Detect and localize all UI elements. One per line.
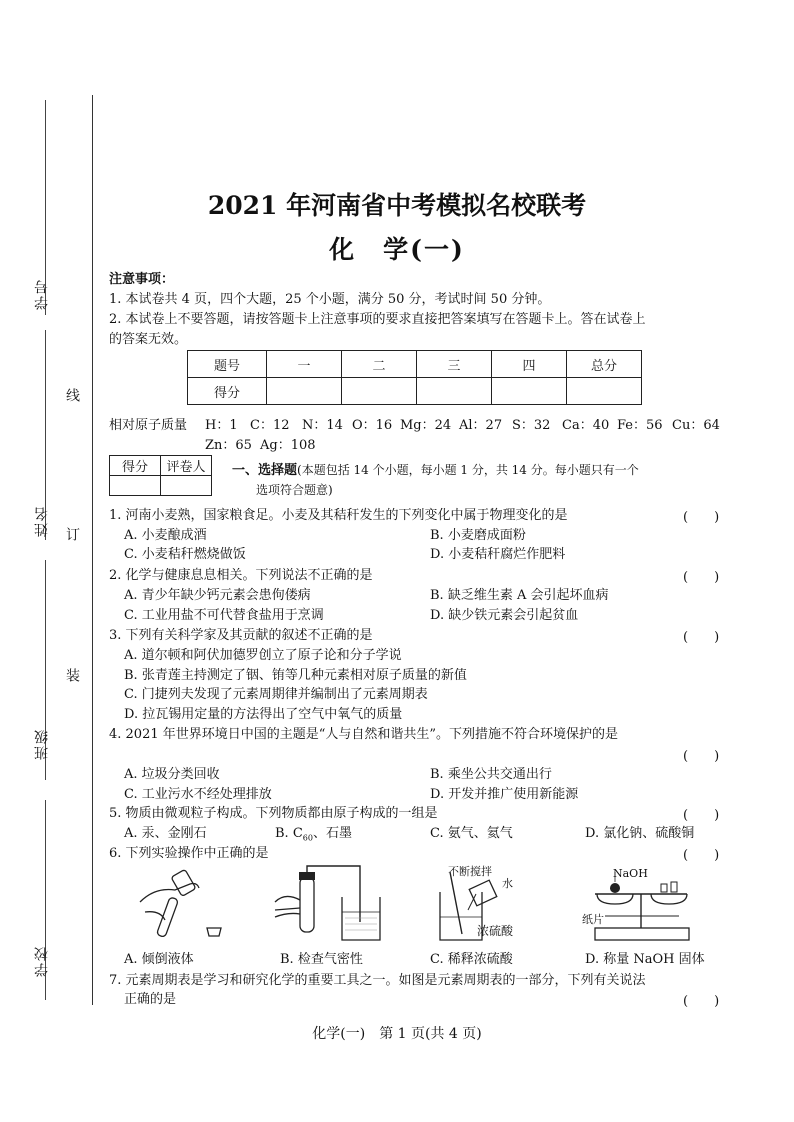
grader-reviewer-label: 评卷人 — [161, 456, 212, 476]
xian-mark: 线 — [64, 388, 80, 402]
score-input-cell[interactable] — [267, 378, 342, 405]
score-table-cell: 四 — [492, 351, 567, 378]
q2-option-a: A. 青少年缺少钙元素会患佝偻病 — [124, 588, 311, 603]
q6-option-b: B. 检查气密性 — [280, 952, 363, 967]
q5-stem: 5. 物质由微观粒子构成。下列物质都由原子构成的一组是 — [109, 806, 438, 821]
q4-option-a: A. 垃圾分类回收 — [124, 767, 220, 782]
section1-desc: (本题包括 14 个小题，每小题 1 分，共 14 分。每小题只有一个 — [297, 463, 639, 477]
score-table-cell: 总分 — [567, 351, 642, 378]
score-input-cell[interactable] — [567, 378, 642, 405]
grader-score-cell[interactable] — [110, 476, 161, 496]
score-table-cell: 三 — [417, 351, 492, 378]
figure-c-label-stir: 不断搅拌 — [448, 865, 492, 878]
q6-option-d: D. 称量 NaOH 固体 — [585, 952, 705, 967]
q5-option-b: B. $C_{60}$、石墨 — [275, 826, 352, 843]
section1-heading-line — [232, 461, 639, 480]
atomic-mass-item: O：16 — [352, 418, 393, 433]
score-table-cell: 一 — [267, 351, 342, 378]
grader-table — [109, 455, 212, 496]
q2-option-b: B. 缺乏维生素 A 会引起坏血病 — [430, 588, 609, 603]
q1-option-c: C. 小麦秸秆燃烧做饭 — [124, 547, 246, 562]
q3-option-b: B. 张青莲主持测定了铟、铕等几种元素相对原子质量的新值 — [124, 668, 467, 683]
atomic-mass-item: Zn：65 — [205, 438, 252, 453]
q3-answer-paren[interactable]: ( ) — [683, 630, 720, 645]
atomic-mass-item: Mg：24 — [400, 418, 452, 433]
score-input-cell[interactable] — [417, 378, 492, 405]
score-table-cell: 二 — [342, 351, 417, 378]
figure-a-pouring-liquid — [135, 862, 235, 942]
score-table-score-row — [188, 378, 642, 405]
page-footer: 化学(一) 第 1 页(共 4 页) — [312, 1026, 482, 1042]
score-table-cell: 题号 — [188, 351, 267, 378]
atomic-mass-label: 相对原子质量 — [109, 418, 188, 433]
q6-option-a: A. 倾倒液体 — [124, 952, 194, 967]
note-3: 的答案无效。 — [109, 332, 188, 347]
score-table-cell: 得分 — [188, 378, 267, 405]
binding-margin — [0, 0, 95, 1122]
q3-option-a: A. 道尔顿和阿伏加德罗创立了原子论和分子学说 — [124, 648, 402, 663]
q5-answer-paren[interactable]: ( ) — [683, 808, 720, 823]
banji-label: 班级 — [34, 728, 50, 760]
q4-option-c: C. 工业污水不经处理排放 — [124, 787, 272, 802]
atomic-mass-item: Ag：108 — [260, 438, 316, 453]
score-table-header-row — [188, 351, 642, 378]
figure-c-label-acid: 浓硫酸 — [477, 924, 514, 938]
xingming-label: 姓名 — [34, 505, 50, 537]
q2-option-c: C. 工业用盐不可代替食盐用于烹调 — [124, 608, 324, 623]
q7-answer-paren[interactable]: ( ) — [683, 994, 720, 1009]
exam-subtitle: 化 学(一) — [329, 235, 465, 264]
atomic-mass-item: C：12 — [250, 418, 290, 433]
atomic-mass-item: S：32 — [512, 418, 551, 433]
atomic-mass-item: N：14 — [302, 418, 343, 433]
atomic-mass-item: Cu：64 — [672, 418, 720, 433]
q5-option-d: D. 氯化钠、硫酸铜 — [585, 826, 695, 841]
exam-title: 2021 年河南省中考模拟名校联考 — [207, 191, 587, 220]
q1-answer-paren[interactable]: ( ) — [683, 510, 720, 525]
q7-stem-cont: 正确的是 — [124, 992, 177, 1007]
figure-d-label-naoh: NaOH — [613, 867, 648, 880]
score-input-cell[interactable] — [492, 378, 567, 405]
q2-stem: 2. 化学与健康息息相关。下列说法不正确的是 — [109, 568, 373, 583]
figure-c-label-water: 水 — [502, 877, 513, 890]
q1-option-d: D. 小麦秸秆腐烂作肥料 — [430, 547, 566, 562]
q7-stem: 7. 元素周期表是学习和研究化学的重要工具之一。如图是元素周期表的一部分，下列有关说法 — [109, 973, 646, 988]
q3-option-c: C. 门捷列夫发现了元素周期律并编制出了元素周期表 — [124, 687, 428, 702]
section1-desc2: 选项符合题意) — [256, 483, 333, 497]
q6-option-c: C. 稀释浓硫酸 — [430, 952, 513, 967]
note-2: 2. 本试卷上不要答题，请按答题卡上注意事项的要求直接把答案填写在答题卡上。答在试卷上 — [109, 312, 646, 327]
q2-answer-paren[interactable]: ( ) — [683, 570, 720, 585]
xuexiao-label: 学校 — [34, 945, 50, 977]
grader-reviewer-cell[interactable] — [161, 476, 212, 496]
q6-answer-paren[interactable]: ( ) — [683, 848, 720, 863]
xuehao-label: 学号 — [34, 278, 50, 310]
atomic-mass-item: Al：27 — [459, 418, 503, 433]
q1-option-b: B. 小麦磨成面粉 — [430, 528, 526, 543]
ding-mark: 订 — [64, 527, 80, 541]
note-1: 1. 本试卷共 4 页，四个大题，25 个小题，满分 50 分，考试时间 50 分钟。 — [109, 292, 551, 307]
score-input-cell[interactable] — [342, 378, 417, 405]
q5-option-c: C. 氨气、氦气 — [430, 826, 513, 841]
q2-option-d: D. 缺少铁元素会引起贫血 — [430, 608, 579, 623]
notes-heading: 注意事项： — [109, 272, 175, 287]
figure-b-airtightness-check — [270, 862, 390, 944]
q3-stem: 3. 下列有关科学家及其贡献的叙述不正确的是 — [109, 628, 373, 643]
q1-stem: 1. 河南小麦熟，国家粮食足。小麦及其秸秆发生的下列变化中属于物理变化的是 — [109, 508, 568, 523]
grader-score-label: 得分 — [110, 456, 161, 476]
atomic-mass-item: Fe：56 — [617, 418, 663, 433]
q4-stem: 4. 2021 年世界环境日中国的主题是“人与自然和谐共生”。下列措施不符合环境保护的是 — [109, 727, 619, 742]
score-table — [187, 350, 642, 405]
atomic-mass-item: H：1 — [205, 418, 238, 433]
q4-answer-paren[interactable]: ( ) — [683, 749, 720, 764]
section1-heading: 一、选择题 — [232, 463, 298, 478]
q1-option-a: A. 小麦酿成酒 — [124, 528, 207, 543]
q3-option-d: D. 拉瓦锡用定量的方法得出了空气中氧气的质量 — [124, 707, 403, 722]
q4-option-b: B. 乘坐公共交通出行 — [430, 767, 552, 782]
figure-d-label-paper: 纸片 — [582, 913, 604, 926]
q5-option-a: A. 汞、金刚石 — [124, 826, 207, 841]
q4-option-d: D. 开发并推广使用新能源 — [430, 787, 579, 802]
zhuang-mark: 装 — [64, 668, 80, 682]
q6-stem: 6. 下列实验操作中正确的是 — [109, 846, 269, 861]
atomic-mass-item: Ca：40 — [562, 418, 610, 433]
